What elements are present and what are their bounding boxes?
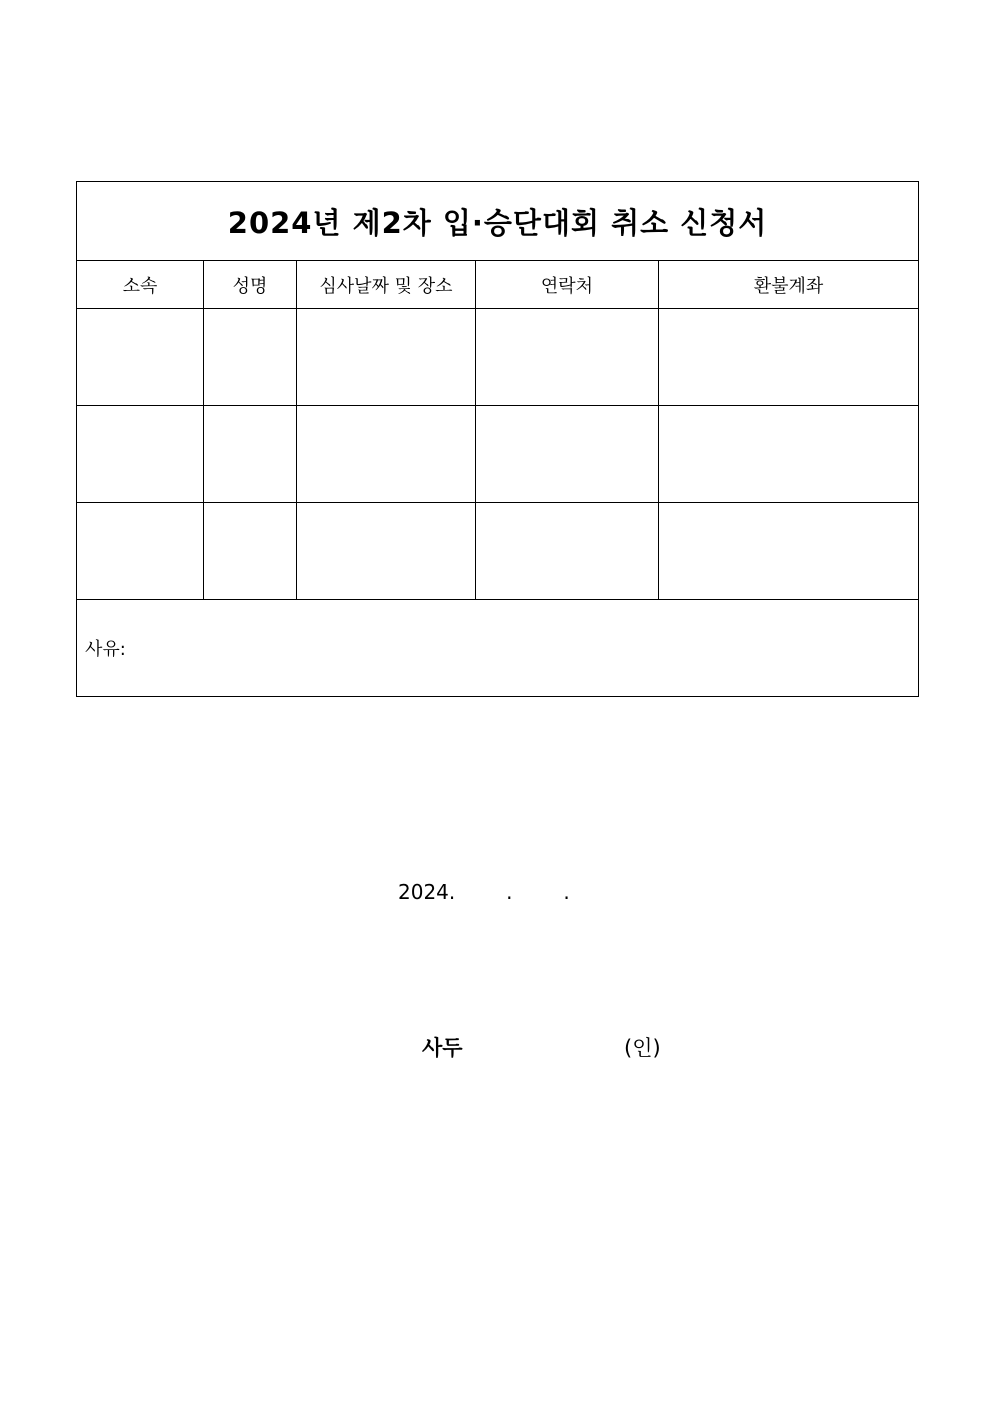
cancellation-form-table (76, 181, 919, 697)
refund-account-field[interactable] (659, 503, 919, 600)
column-header-contact: 연락처 (476, 261, 659, 309)
seal-mark: (인) (624, 1036, 661, 1060)
date-line: 2024. . . (398, 880, 570, 904)
contact-field[interactable] (476, 309, 659, 406)
contact-field[interactable] (476, 503, 659, 600)
table-row (77, 406, 919, 503)
exam-date-place-field[interactable] (297, 309, 476, 406)
header-row (77, 261, 919, 309)
column-header-affiliation: 소속 (77, 261, 204, 309)
reason-label: 사유: (85, 639, 126, 660)
table-row (77, 503, 919, 600)
form-title: 2024년 제2차 입·승단대회 취소 신청서 (77, 182, 919, 261)
exam-date-place-field[interactable] (297, 503, 476, 600)
exam-date-place-field[interactable] (297, 406, 476, 503)
table-row (77, 309, 919, 406)
affiliation-field[interactable] (77, 309, 204, 406)
column-header-exam-date-place: 심사날짜 및 장소 (297, 261, 476, 309)
refund-account-field[interactable] (659, 406, 919, 503)
name-field[interactable] (204, 406, 297, 503)
name-field[interactable] (204, 309, 297, 406)
signer-name: 사두 (422, 1036, 463, 1060)
refund-account-field[interactable] (659, 309, 919, 406)
name-field[interactable] (204, 503, 297, 600)
column-header-name: 성명 (204, 261, 297, 309)
column-header-refund-account: 환불계좌 (659, 261, 919, 309)
affiliation-field[interactable] (77, 503, 204, 600)
contact-field[interactable] (476, 406, 659, 503)
reason-field[interactable] (77, 600, 919, 697)
affiliation-field[interactable] (77, 406, 204, 503)
